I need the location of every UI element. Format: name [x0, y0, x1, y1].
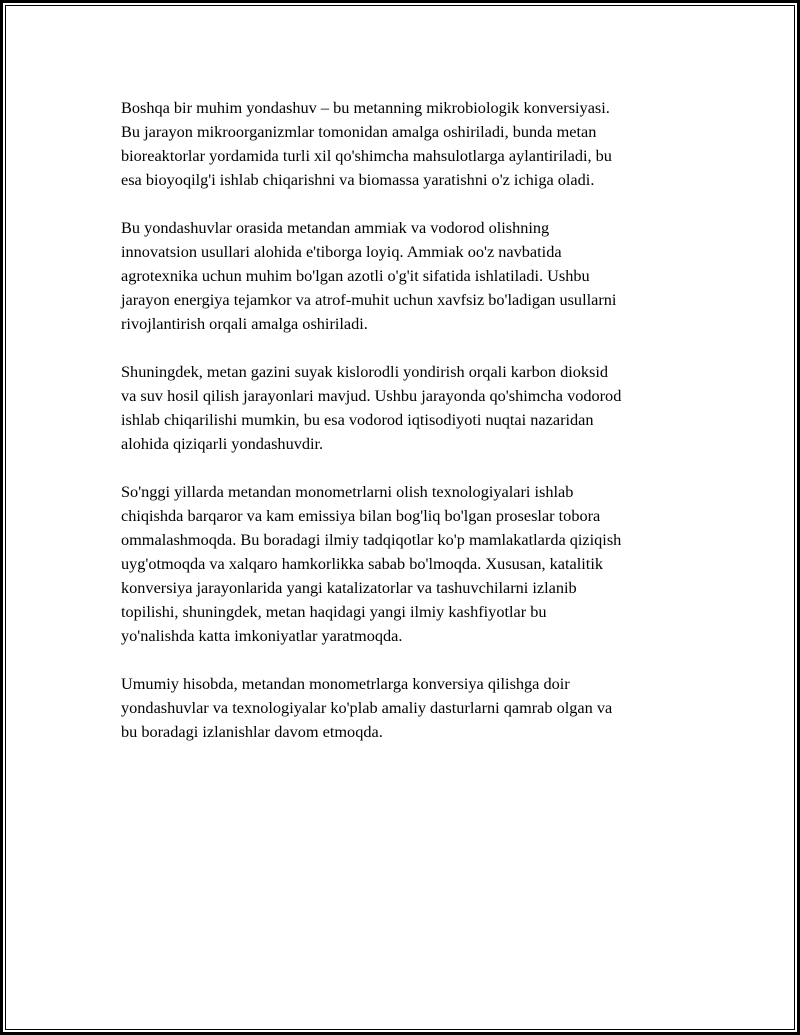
- text-line: Boshqa bir muhim yondashuv – bu metanning mikrobiologik konversiyasi.: [121, 98, 610, 117]
- document-body: [121, 96, 693, 768]
- text-line: bioreaktorlar yordamida turli xil qo'shimcha mahsulotlarga aylantiriladi, bu: [121, 146, 612, 165]
- text-line: agrotexnika uchun muhim bo'lgan azotli o'g'it sifatida ishlatiladi. Ushbu: [121, 266, 590, 285]
- text-line: yondashuvlar va texnologiyalar ko'plab amaliy dasturlarni qamrab olgan va: [121, 698, 613, 717]
- text-line: chiqishda barqaror va kam emissiya bilan bog'liq bo'lgan proseslar tobora: [121, 506, 601, 525]
- text-line: va suv hosil qilish jarayonlari mavjud. Ushbu jarayonda qo'shimcha vodorod: [121, 386, 622, 405]
- text-line: alohida qiziqarli yondashuvdir.: [121, 434, 324, 453]
- paragraph-5: [121, 672, 693, 744]
- text-line: bu boradagi izlanishlar davom etmoqda.: [121, 722, 383, 741]
- text-line: ishlab chiqarilishi mumkin, bu esa vodorod iqtisodiyoti nuqtai nazaridan: [121, 410, 594, 429]
- text-line: Bu yondashuvlar orasida metandan ammiak va vodorod olishning: [121, 218, 550, 237]
- text-line: topilishi, shuningdek, metan haqidagi yangi ilmiy kashfiyotlar bu: [121, 602, 547, 621]
- paragraph-4: [121, 480, 693, 648]
- paragraph-3: [121, 360, 693, 456]
- text-line: So'nggi yillarda metandan monometrlarni olish texnologiyalari ishlab: [121, 482, 574, 501]
- text-line: jarayon energiya tejamkor va atrof-muhit uchun xavfsiz bo'ladigan usullarni: [121, 290, 617, 309]
- text-line: esa bioyoqilg'i ishlab chiqarishni va biomassa yaratishni o'z ichiga oladi.: [121, 170, 595, 189]
- text-line: rivojlantirish orqali amalga oshiriladi.: [121, 314, 368, 333]
- paragraph-2: [121, 216, 693, 336]
- text-line: Shuningdek, metan gazini suyak kislorodli yondirish orqali karbon dioksid: [121, 362, 609, 381]
- text-line: Umumiy hisobda, metandan monometrlarga konversiya qilishga doir: [121, 674, 570, 693]
- paragraph-1: [121, 96, 693, 192]
- text-line: Bu jarayon mikroorganizmlar tomonidan amalga oshiriladi, bunda metan: [121, 122, 597, 141]
- text-line: konversiya jarayonlarida yangi katalizatorlar va tashuvchilarni izlanib: [121, 578, 577, 597]
- text-line: innovatsion usullari alohida e'tiborga loyiq. Ammiak oo'z navbatida: [121, 242, 562, 261]
- text-line: yo'nalishda katta imkoniyatlar yaratmoqda.: [121, 626, 403, 645]
- text-line: uyg'otmoqda va xalqaro hamkorlikka sabab bo'lmoqda. Xususan, katalitik: [121, 554, 603, 573]
- text-line: ommalashmoqda. Bu boradagi ilmiy tadqiqotlar ko'p mamlakatlarda qiziqish: [121, 530, 622, 549]
